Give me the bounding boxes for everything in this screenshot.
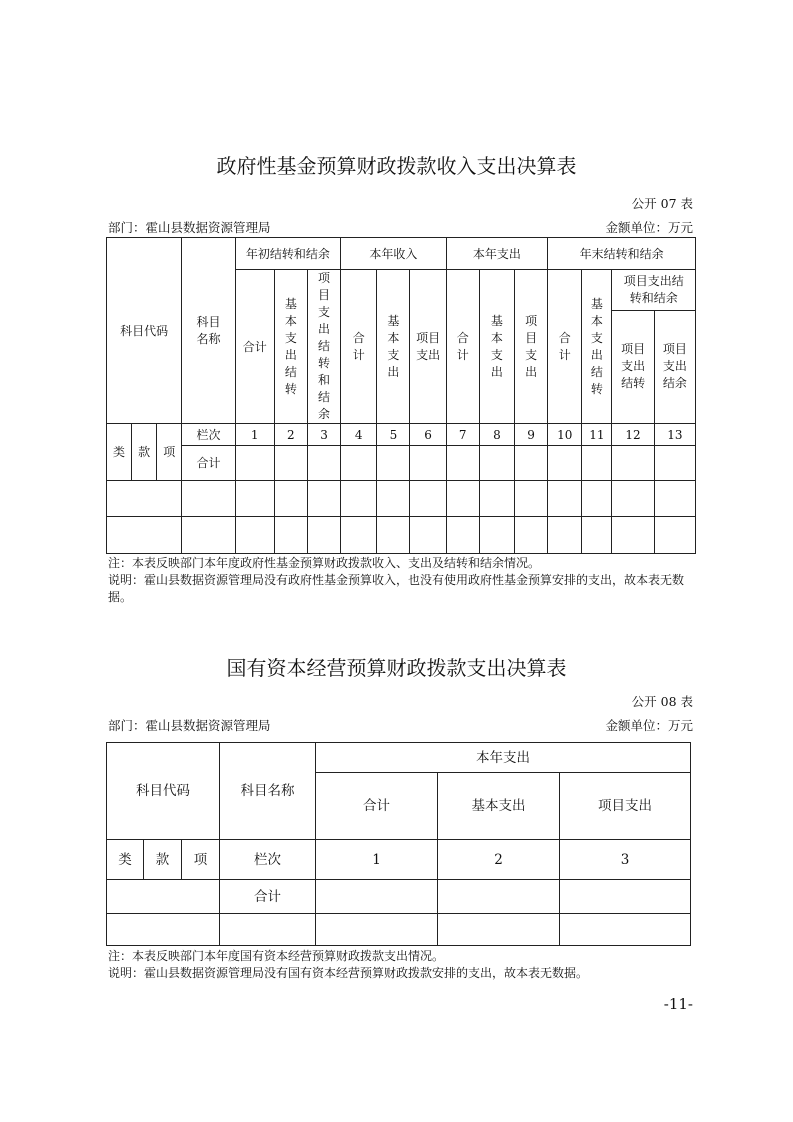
t1-h-kemu-name: 科目名称 <box>182 238 235 424</box>
t1-col-num: 11 <box>582 424 612 446</box>
t1-col-num: 6 <box>410 424 446 446</box>
t1-lanci: 栏次 <box>182 424 235 446</box>
t2-h-group: 本年支出 <box>316 743 691 773</box>
t2-col-num: 3 <box>560 840 691 880</box>
t2-h-kemu-code: 科目代码 <box>107 743 220 840</box>
table2-unit: 金额单位：万元 <box>605 718 693 733</box>
t1-lei: 类 <box>107 424 132 481</box>
t1-col-num: 4 <box>341 424 377 446</box>
t2-h-kemu-name: 科目名称 <box>220 743 316 840</box>
t1-h-xiangmu-2: 项目支出 <box>410 270 446 424</box>
t1-h-group-1: 年初结转和结余 <box>235 238 341 270</box>
t1-col-num: 1 <box>235 424 274 446</box>
table-row <box>107 481 696 517</box>
table2 <box>106 742 691 946</box>
t1-col-num: 9 <box>514 424 547 446</box>
table1 <box>106 237 696 554</box>
table-row <box>107 517 696 554</box>
t1-col-num: 8 <box>479 424 514 446</box>
table2-dept: 部门：霍山县数据资源管理局 <box>108 718 271 733</box>
t1-h-heji-1: 合计 <box>235 270 274 424</box>
t1-col-num: 2 <box>274 424 307 446</box>
t1-h-heji-4: 合计 <box>548 270 582 424</box>
t1-h-heji-2: 合计 <box>341 270 377 424</box>
t2-h-heji: 合计 <box>316 773 438 840</box>
t1-xiang: 项 <box>157 424 182 481</box>
t1-col-num: 5 <box>377 424 410 446</box>
table1-dept: 部门：霍山县数据资源管理局 <box>108 220 271 235</box>
t1-heji-row: 合计 <box>182 446 235 481</box>
table-row <box>107 914 691 946</box>
t1-h-kemu-code: 科目代码 <box>107 238 182 424</box>
t1-h-xiangmu-jy: 项目支出结余 <box>654 310 695 423</box>
table1-note: 注：本表反映部门本年度政府性基金预算财政拨款收入、支出及结转和结余情况。 <box>108 556 541 570</box>
table2-code: 公开 08 表 <box>631 694 693 709</box>
t1-h-jiben-3: 基本支出 <box>479 270 514 424</box>
t1-col-num: 7 <box>446 424 479 446</box>
table1-title: 政府性基金预算财政拨款收入支出决算表 <box>216 154 577 178</box>
t1-col-num: 10 <box>548 424 582 446</box>
t1-h-xiangmu-jzjy-4: 项目支出结转和结余 <box>612 270 696 311</box>
t1-h-xiangmu-jzjy-1: 项目支出结转和结余 <box>307 270 340 424</box>
t1-h-jiben-jz-4: 基本支出结转 <box>582 270 612 424</box>
t1-h-xiangmu-3: 项目支出 <box>514 270 547 424</box>
t2-col-num: 2 <box>438 840 560 880</box>
t1-h-jiben-2: 基本支出 <box>377 270 410 424</box>
page-number: -11- <box>663 995 693 1013</box>
table1-code: 公开 07 表 <box>631 196 693 211</box>
table2-note: 注：本表反映部门本年度国有资本经营预算财政拨款支出情况。 <box>108 949 445 963</box>
t1-h-group-3: 本年支出 <box>446 238 548 270</box>
t1-col-num: 13 <box>654 424 695 446</box>
t2-kuan: 款 <box>144 840 182 880</box>
t2-heji-row: 合计 <box>220 880 316 914</box>
t1-kuan: 款 <box>132 424 157 481</box>
t1-h-xiangmu-jz: 项目支出结转 <box>612 310 654 423</box>
table2-explanation: 说明：霍山县数据资源管理局没有国有资本经营预算财政拨款安排的支出，故本表无数据。 <box>108 966 589 980</box>
t2-h-xiangmu: 项目支出 <box>560 773 691 840</box>
t1-h-group-4: 年末结转和结余 <box>548 238 696 270</box>
t1-col-num: 3 <box>307 424 340 446</box>
table1-unit: 金额单位：万元 <box>605 220 693 235</box>
t2-col-num: 1 <box>316 840 438 880</box>
table1-explanation: 说明：霍山县数据资源管理局没有政府性基金预算收入，也没有使用政府性基金预算安排的支出，故本表无数据。 <box>108 573 685 604</box>
t2-lanci: 栏次 <box>220 840 316 880</box>
t1-h-group-2: 本年收入 <box>341 238 447 270</box>
t2-xiang: 项 <box>182 840 220 880</box>
t1-h-jiben-jz-1: 基本支出结转 <box>274 270 307 424</box>
t2-h-jiben: 基本支出 <box>438 773 560 840</box>
t1-h-heji-3: 合计 <box>446 270 479 424</box>
t1-col-num: 12 <box>612 424 654 446</box>
table2-title: 国有资本经营预算财政拨款支出决算表 <box>226 656 567 680</box>
table1-notes <box>108 555 698 606</box>
table2-notes <box>108 948 698 982</box>
t2-lei: 类 <box>107 840 144 880</box>
